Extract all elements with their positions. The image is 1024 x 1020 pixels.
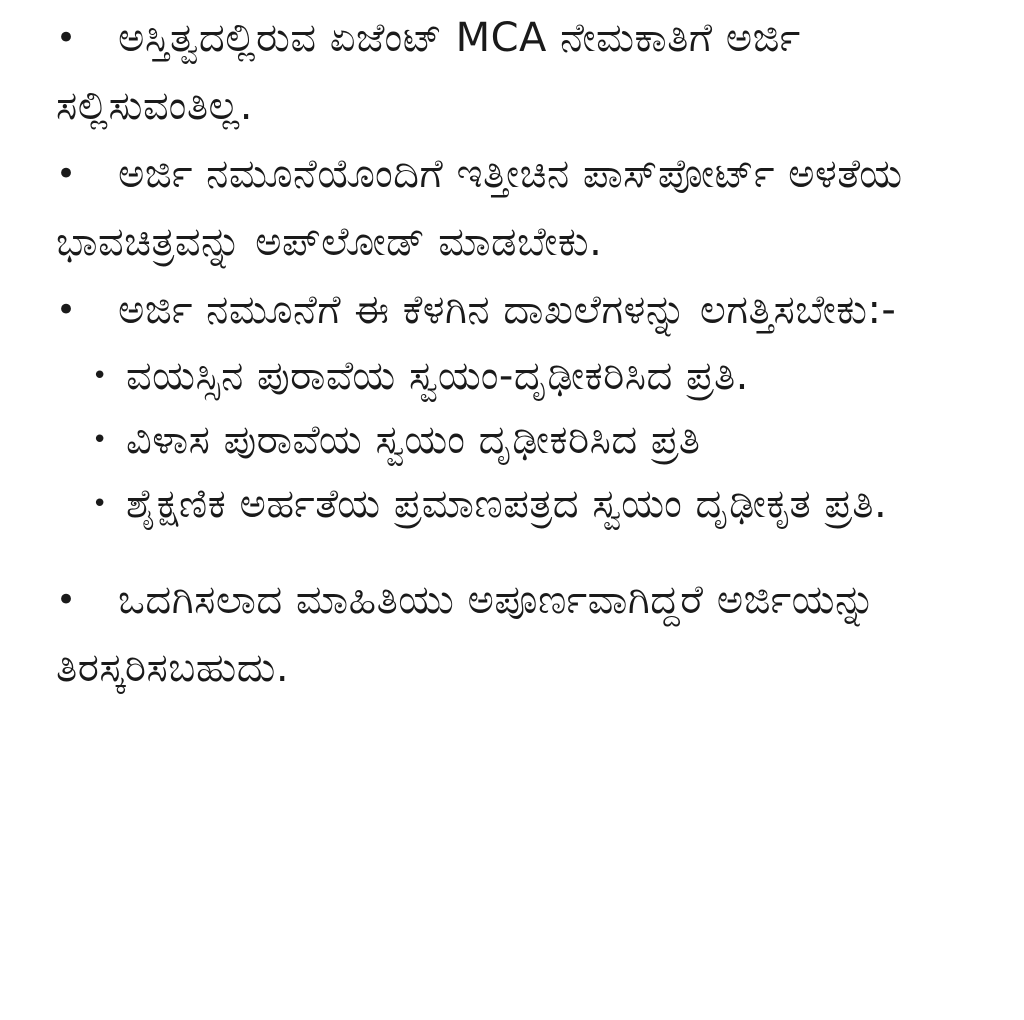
list-item-text: ಅರ್ಜಿ ನಮೂನೆಯೊಂದಿಗೆ ಇತ್ತೀಚಿನ ಪಾಸ್‌ಪೋರ್ಟ್ ಅಳತೆಯ ಭಾವಚಿತ್ರವನ್ನು ಅಪ್‌ಲೋಡ್ ಮಾಡಬೇಕು. <box>56 151 903 265</box>
sub-bullet-icon: • <box>92 361 108 391</box>
bullet-icon: • <box>56 154 77 194</box>
sub-item-age-proof <box>88 344 996 408</box>
documents-sub-list <box>88 344 996 536</box>
list-item-text: ಒದಗಿಸಲಾದ ಮಾಹಿತಿಯು ಅಪೂರ್ಣವಾಗಿದ್ದರೆ ಅರ್ಜಿಯನ್ನು ತಿರಸ್ಕರಿಸಬಹುದು. <box>56 577 876 691</box>
list-item-text: ಅರ್ಜಿ ನಮೂನೆಗೆ ಈ ಕೆಳಗಿನ ದಾಖಲೆಗಳನ್ನು ಲಗತ್ತಿಸಬೇಕು:- <box>118 287 897 333</box>
sub-item-text: ವಯಸ್ಸಿನ ಪುರಾವೆಯ ಸ್ವಯಂ-ದೃಢೀಕರಿಸಿದ ಪ್ರತಿ. <box>126 353 749 399</box>
list-item-incomplete-info <box>56 566 996 702</box>
sub-item-education-certificate <box>88 472 996 536</box>
requirements-list <box>56 4 996 702</box>
sub-item-text: ವಿಳಾಸ ಪುರಾವೆಯ ಸ್ವಯಂ ದೃಢೀಕರಿಸಿದ ಪ್ರತಿ <box>126 417 701 463</box>
list-item-text: ಅಸ್ತಿತ್ವದಲ್ಲಿರುವ ಏಜೆಂಟ್ MCA ನೇಮಕಾತಿಗೆ ಅರ್ಜಿ ಸಲ್ಲಿಸುವಂತಿಲ್ಲ. <box>56 15 801 129</box>
list-item-existing-agent <box>56 4 996 140</box>
list-item-documents <box>56 276 996 536</box>
sub-bullet-icon: • <box>92 489 108 519</box>
bullet-icon: • <box>56 18 77 58</box>
bullet-icon: • <box>56 580 77 620</box>
list-item-photo-upload <box>56 140 996 276</box>
bullet-icon: • <box>56 290 77 330</box>
sub-item-text: ಶೈಕ್ಷಣಿಕ ಅರ್ಹತೆಯ ಪ್ರಮಾಣಪತ್ರದ ಸ್ವಯಂ ದೃಢೀಕೃತ ಪ್ರತಿ. <box>126 481 888 527</box>
sub-bullet-icon: • <box>92 425 108 455</box>
sub-item-address-proof <box>88 408 996 472</box>
